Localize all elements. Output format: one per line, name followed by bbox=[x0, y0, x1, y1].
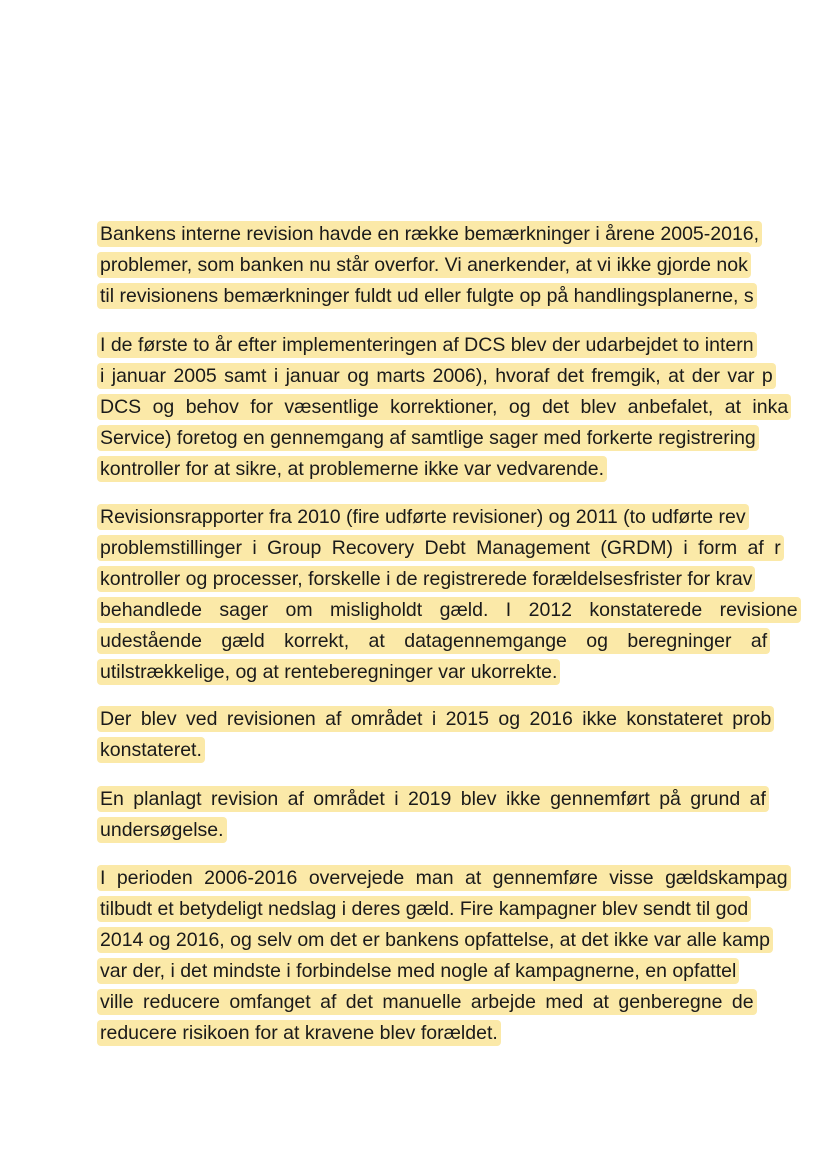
text-line bbox=[97, 987, 827, 1018]
highlighted-text: til revisionens bemærkninger fuldt ud eller fulgte op på handlingsplanerne, s bbox=[97, 283, 757, 309]
text-line bbox=[97, 564, 827, 595]
text-line bbox=[97, 250, 827, 281]
highlighted-text: ville reducere omfanget af det manuelle arbejde med at genberegne de bbox=[97, 989, 757, 1015]
text-line bbox=[97, 626, 827, 657]
highlighted-text: kontroller og processer, forskelle i de registrerede forældelsesfrister for krav bbox=[97, 566, 755, 592]
highlighted-text: tilbudt et betydeligt nedslag i deres gæld. Fire kampagner blev sendt til god bbox=[97, 896, 751, 922]
text-line bbox=[97, 894, 827, 925]
highlighted-text: undersøgelse. bbox=[97, 817, 227, 843]
text-line bbox=[97, 925, 827, 956]
text-line bbox=[97, 1018, 827, 1049]
text-line bbox=[97, 281, 827, 312]
highlighted-text: Service) foretog en gennemgang af samtlige sager med forkerte registrering bbox=[97, 425, 759, 451]
paragraph-dcs-implementation bbox=[97, 330, 827, 485]
text-line bbox=[97, 454, 827, 485]
highlighted-text: kontroller for at sikre, at problemerne ikke var vedvarende. bbox=[97, 456, 607, 482]
highlighted-text: Der blev ved revisionen af området i 2015 og 2016 ikke konstateret prob bbox=[97, 706, 774, 732]
highlighted-text: I de første to år efter implementeringen af DCS blev der udarbejdet to intern bbox=[97, 332, 757, 358]
text-line bbox=[97, 361, 827, 392]
paragraph-debt-campaigns bbox=[97, 863, 827, 1049]
text-line bbox=[97, 815, 827, 846]
text-line bbox=[97, 704, 827, 735]
paragraph-internal-audit bbox=[97, 219, 827, 312]
highlighted-text: konstateret. bbox=[97, 737, 205, 763]
highlighted-text: Revisionsrapporter fra 2010 (fire udførte revisioner) og 2011 (to udførte rev bbox=[97, 504, 749, 530]
text-line bbox=[97, 330, 827, 361]
highlighted-text: 2014 og 2016, og selv om det er bankens opfattelse, at det ikke var alle kamp bbox=[97, 927, 773, 953]
text-line bbox=[97, 735, 827, 766]
paragraph-2015-2016-audit bbox=[97, 704, 827, 766]
text-line bbox=[97, 784, 827, 815]
highlighted-text: DCS og behov for væsentlige korrektioner, og det blev anbefalet, at inka bbox=[97, 394, 791, 420]
highlighted-text: Bankens interne revision havde en række bemærkninger i årene 2005-2016, bbox=[97, 221, 762, 247]
highlighted-text: udestående gæld korrekt, at datagennemgange og beregninger af bbox=[97, 628, 770, 654]
text-line bbox=[97, 219, 827, 250]
highlighted-text: var der, i det mindste i forbindelse med nogle af kampagnerne, en opfattel bbox=[97, 958, 739, 984]
highlighted-text: problemer, som banken nu står overfor. Vi anerkender, at vi ikke gjorde nok bbox=[97, 252, 751, 278]
highlighted-text: I perioden 2006-2016 overvejede man at gennemføre visse gældskampag bbox=[97, 865, 791, 891]
highlighted-text: En planlagt revision af området i 2019 blev ikke gennemført på grund af bbox=[97, 786, 769, 812]
highlighted-text: problemstillinger i Group Recovery Debt Management (GRDM) i form af r bbox=[97, 535, 784, 561]
text-line bbox=[97, 502, 827, 533]
text-line bbox=[97, 863, 827, 894]
text-line bbox=[97, 392, 827, 423]
text-line bbox=[97, 657, 827, 688]
paragraph-audit-reports bbox=[97, 502, 827, 688]
highlighted-text: i januar 2005 samt i januar og marts 2006), hvoraf det fremgik, at der var p bbox=[97, 363, 776, 389]
text-line bbox=[97, 595, 827, 626]
text-line bbox=[97, 956, 827, 987]
highlighted-text: utilstrækkelige, og at renteberegninger var ukorrekte. bbox=[97, 659, 560, 685]
highlighted-text: behandlede sager om misligholdt gæld. I 2012 konstaterede revisione bbox=[97, 597, 801, 623]
paragraph-2019-audit bbox=[97, 784, 827, 846]
highlighted-text: reducere risikoen for at kravene blev forældet. bbox=[97, 1020, 501, 1046]
text-line bbox=[97, 533, 827, 564]
text-line bbox=[97, 423, 827, 454]
